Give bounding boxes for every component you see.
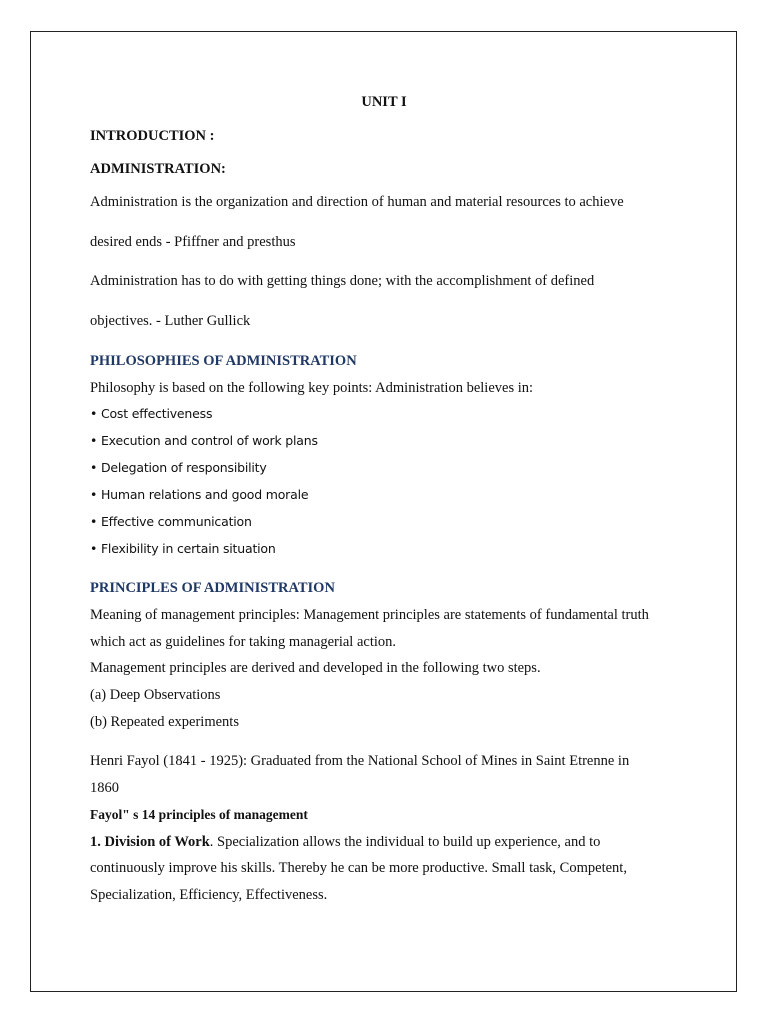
introduction-heading: INTRODUCTION : xyxy=(90,128,215,144)
definition-1-line-1: Administration is the organization and direction of human and material resources to achieve xyxy=(90,194,624,210)
meaning-line-2: which act as guidelines for taking managerial action. xyxy=(90,634,397,650)
step-b: (b) Repeated experiments xyxy=(90,714,239,730)
fayol-line-2: 1860 xyxy=(90,780,119,796)
step-a: (a) Deep Observations xyxy=(90,687,221,703)
unit-title: UNIT I xyxy=(361,94,407,110)
division-of-work-line-2: continuously improve his skills. Thereby he can be more productive. Small task, Competent, xyxy=(90,860,627,876)
administration-heading: ADMINISTRATION: xyxy=(90,161,226,177)
division-of-work-label: 1. Division of Work xyxy=(90,834,210,850)
fayol-line-1: Henri Fayol (1841 - 1925): Graduated from the National School of Mines in Saint Etrenne in xyxy=(90,753,630,769)
definition-1-line-2: desired ends - Pfiffner and presthus xyxy=(90,234,296,250)
meaning-line-1: Meaning of management principles: Management principles are statements of fundamental truth xyxy=(90,607,649,623)
philosophy-bullet: • Human relations and good morale xyxy=(90,487,309,502)
philosophy-intro: Philosophy is based on the following key points: Administration believes in: xyxy=(90,380,534,396)
philosophy-bullet: • Delegation of responsibility xyxy=(90,460,267,475)
philosophy-bullet: • Cost effectiveness xyxy=(90,406,213,421)
principles-heading: PRINCIPLES OF ADMINISTRATION xyxy=(90,580,335,596)
division-of-work-text: . Specialization allows the individual to build up experience, and to xyxy=(209,834,601,850)
division-of-work-line-1 xyxy=(90,833,600,851)
steps-intro: Management principles are derived and developed in the following two steps. xyxy=(90,660,541,676)
philosophy-bullet: • Effective communication xyxy=(90,514,252,529)
definition-2-line-2: objectives. - Luther Gullick xyxy=(90,313,251,329)
philosophy-bullet: • Flexibility in certain situation xyxy=(90,541,276,556)
philosophies-heading: PHILOSOPHIES OF ADMINISTRATION xyxy=(90,353,357,369)
division-of-work-line-3: Specialization, Efficiency, Effectiveness. xyxy=(90,887,328,903)
fayol-principles-title: Fayol" s 14 principles of management xyxy=(90,807,308,822)
definition-2-line-1: Administration has to do with getting things done; with the accomplishment of defined xyxy=(90,273,595,289)
philosophy-bullet: • Execution and control of work plans xyxy=(90,433,318,448)
